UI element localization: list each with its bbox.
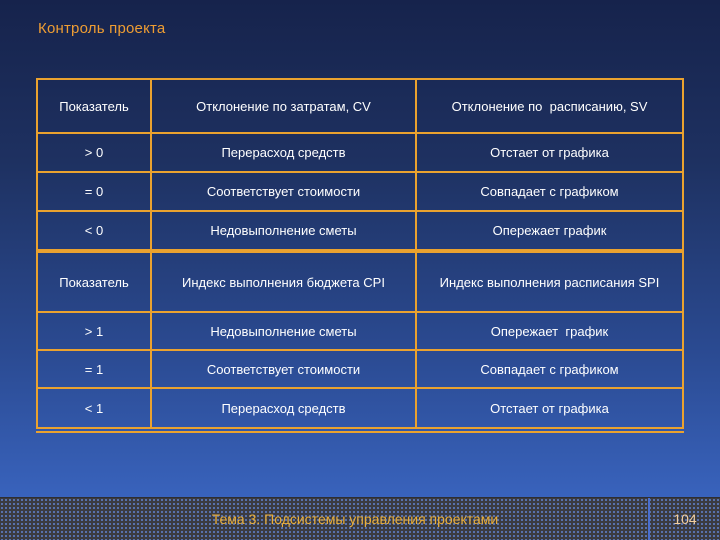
table-header-cell: Отклонение по расписанию, SV — [416, 79, 683, 133]
metrics-table-block — [36, 78, 682, 433]
table-cell: < 1 — [37, 388, 151, 430]
table-row — [37, 388, 683, 430]
table-cell: = 1 — [37, 350, 151, 388]
table-row — [37, 172, 683, 211]
table-cell: Недовыполнение сметы — [151, 312, 416, 350]
table-cell: Недовыполнение сметы — [151, 211, 416, 250]
footer-title: Тема 3. Подсистемы управления проектами — [211, 511, 499, 527]
footer-bar — [0, 497, 720, 540]
table-row — [37, 211, 683, 250]
table-cell: Опережает график — [416, 211, 683, 250]
table-cell: Совпадает с графиком — [416, 350, 683, 388]
table-cell: > 1 — [37, 312, 151, 350]
table-cell: > 0 — [37, 133, 151, 172]
table-cell: < 0 — [37, 211, 151, 250]
table-cell: Опережает график — [416, 312, 683, 350]
page-number: 104 — [673, 511, 697, 527]
cv-sv-table — [36, 78, 684, 251]
table-cell: Отстает от графика — [416, 133, 683, 172]
table-cell: Перерасход средств — [151, 133, 416, 172]
table-cell: Совпадает с графиком — [416, 172, 683, 211]
table-cell: Отстает от графика — [416, 388, 683, 430]
table-header-cell: Показатель — [37, 79, 151, 133]
table-row — [37, 133, 683, 172]
table-header-cell: Индекс выполнения бюджета CPI — [151, 252, 416, 312]
table-header-cell: Отклонение по затратам, CV — [151, 79, 416, 133]
table-cell: Соответствует стоимости — [151, 350, 416, 388]
table-row — [37, 312, 683, 350]
table-header-cell: Показатель — [37, 252, 151, 312]
slide-title: Контроль проекта — [38, 20, 166, 37]
table-cell: = 0 — [37, 172, 151, 211]
table-cell: Соответствует стоимости — [151, 172, 416, 211]
table-header-row — [37, 79, 683, 133]
table-header-row — [37, 252, 683, 312]
cpi-spi-table — [36, 251, 684, 433]
table-header-cell: Индекс выполнения расписания SPI — [416, 252, 683, 312]
table-cell: Перерасход средств — [151, 388, 416, 430]
table-row — [37, 350, 683, 388]
